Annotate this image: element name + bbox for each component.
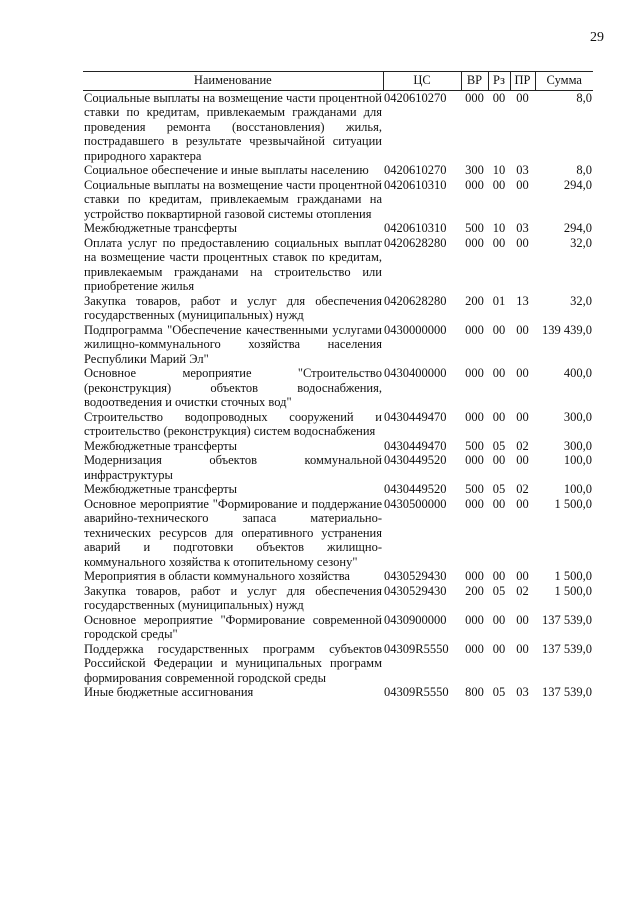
- row-vr: 500: [465, 438, 484, 453]
- table-body: [83, 90, 593, 700]
- row-rz: 10: [492, 163, 506, 177]
- row-rz: 00: [492, 366, 506, 380]
- row-rz: 00: [492, 409, 506, 424]
- row-cs: 0420610310: [384, 177, 447, 192]
- row-pr: 00: [516, 366, 529, 380]
- row-cs: 0430400000: [384, 366, 447, 380]
- row-name: Межбюджетные трансферты: [84, 438, 238, 453]
- row-rz: 05: [492, 583, 506, 598]
- row-cs: 0430449520: [384, 453, 447, 467]
- row-name: Строительство водопроводных сооружений и строительство (реконструкция) систем водоснабжения: [84, 409, 382, 438]
- row-rz: 00: [492, 322, 506, 337]
- row-rz: 00: [492, 496, 506, 511]
- row-cs: 0420610270: [384, 163, 447, 177]
- row-sum: 100,0: [563, 482, 592, 496]
- row-cs: 0430000000: [384, 322, 447, 337]
- row-vr: 500: [465, 221, 484, 235]
- row-vr: 000: [465, 366, 484, 380]
- budget-table: [83, 71, 593, 700]
- row-pr: 00: [516, 235, 529, 250]
- table-row: [83, 410, 593, 439]
- row-rz: 05: [492, 482, 506, 496]
- row-pr: 00: [516, 569, 529, 583]
- row-pr: 03: [516, 163, 529, 177]
- row-name: Основное мероприятие "Формирование современной городской среды": [84, 612, 382, 641]
- row-rz: 00: [492, 90, 506, 105]
- row-name: Социальные выплаты на возмещение части процентной ставки по кредитам, привлекаемым гражданами для проведения ремонта (восстановления) жилья, пострадавшего в результате чрезвычайной ситуации природного характера: [84, 90, 382, 163]
- row-pr: 00: [516, 177, 529, 192]
- row-vr: 000: [465, 177, 484, 192]
- header-rz: Рз: [488, 72, 510, 91]
- row-name: Иные бюджетные ассигнования: [84, 685, 254, 699]
- row-name: Межбюджетные трансферты: [84, 482, 238, 496]
- row-rz: 01: [492, 293, 506, 308]
- header-name: Наименование: [83, 72, 383, 91]
- row-cs: 0430529430: [384, 583, 447, 598]
- row-sum: 137 539,0: [542, 641, 592, 656]
- table-row: [83, 482, 593, 497]
- row-pr: 00: [516, 641, 529, 656]
- row-sum: 294,0: [563, 221, 592, 235]
- row-sum: 300,0: [563, 409, 592, 424]
- table-header: [83, 72, 593, 91]
- table-row: [83, 642, 593, 686]
- row-pr: 00: [516, 409, 529, 424]
- row-name: Поддержка государственных программ субъектов Российской Федерации и муниципальных программ формирования современной городской среды: [84, 641, 382, 685]
- row-sum: 8,0: [576, 90, 592, 105]
- row-pr: 03: [516, 221, 529, 235]
- row-sum: 1 500,0: [554, 583, 592, 598]
- row-rz: 00: [492, 453, 506, 467]
- row-cs: 0420610270: [384, 90, 447, 105]
- row-vr: 200: [465, 583, 484, 598]
- table-row: [83, 163, 593, 178]
- table-row: [83, 323, 593, 367]
- row-pr: 00: [516, 322, 529, 337]
- row-name: Закупка товаров, работ и услуг для обеспечения государственных (муниципальных) нужд: [84, 293, 382, 322]
- row-name: Подпрограмма "Обеспечение качественными услугами жилищно-коммунального хозяйства населения Республики Марий Эл": [84, 322, 382, 366]
- table-row: [83, 366, 593, 410]
- row-sum: 400,0: [563, 366, 592, 380]
- row-name: Модернизация объектов коммунальной инфраструктуры: [84, 453, 382, 482]
- row-vr: 000: [465, 569, 484, 583]
- table-row: [83, 685, 593, 700]
- row-cs: 0420628280: [384, 235, 447, 250]
- row-name: Основное мероприятие "Формирование и поддержание аварийно-технического запаса материально-технических ресурсов для оперативного устранения аварий и подготовки объектов жилищно-коммунального хозяйства к отопительному сезону": [84, 496, 382, 569]
- header-row: [83, 72, 593, 91]
- row-cs: 04309R5550: [384, 641, 449, 656]
- table-row: [83, 178, 593, 222]
- row-sum: 32,0: [570, 293, 592, 308]
- row-name: Межбюджетные трансферты: [84, 221, 238, 235]
- table-row: [83, 497, 593, 570]
- row-rz: 00: [492, 569, 506, 583]
- row-pr: 13: [516, 293, 529, 308]
- row-cs: 0430449470: [384, 438, 447, 453]
- row-name: Социальные выплаты на возмещение части процентной ставки по кредитам, привлекаемым гражданами на устройство поквартирной газовой системы отопления: [84, 177, 382, 221]
- row-name: Мероприятия в области коммунального хозяйства: [84, 569, 350, 583]
- row-cs: 0420628280: [384, 293, 447, 308]
- row-vr: 800: [465, 685, 484, 699]
- row-vr: 200: [465, 293, 484, 308]
- row-rz: 10: [492, 221, 506, 235]
- row-sum: 8,0: [576, 163, 592, 177]
- row-name: Основное мероприятие "Строительство (реконструкция) объектов водоснабжения, водоотведения и очистки сточных вод": [84, 366, 382, 409]
- row-vr: 000: [465, 641, 484, 656]
- page-number: 29: [590, 30, 604, 45]
- row-vr: 000: [465, 322, 484, 337]
- row-pr: 00: [516, 453, 529, 467]
- row-pr: 00: [516, 90, 529, 105]
- row-rz: 00: [492, 177, 506, 192]
- row-rz: 05: [492, 685, 506, 699]
- row-cs: 0420610310: [384, 221, 447, 235]
- row-pr: 02: [516, 583, 529, 598]
- header-vr: ВР: [461, 72, 488, 91]
- table-row: [83, 221, 593, 236]
- row-vr: 000: [465, 235, 484, 250]
- header-pr: ПР: [510, 72, 535, 91]
- row-pr: 03: [516, 685, 529, 699]
- row-pr: 02: [516, 438, 529, 453]
- row-rz: 00: [492, 641, 506, 656]
- row-sum: 294,0: [563, 177, 592, 192]
- table-row: [83, 236, 593, 294]
- row-vr: 000: [465, 90, 484, 105]
- row-cs: 0430449470: [384, 409, 447, 424]
- row-pr: 02: [516, 482, 529, 496]
- row-rz: 00: [492, 235, 506, 250]
- row-name: Оплата услуг по предоставлению социальных выплат на возмещение части процентных ставок по кредитам, привлекаемым гражданами на строительство или приобретение жилья: [84, 235, 382, 293]
- row-sum: 1 500,0: [554, 496, 592, 511]
- row-sum: 300,0: [563, 438, 592, 453]
- row-name: Социальное обеспечение и иные выплаты населению: [84, 163, 369, 177]
- row-cs: 0430900000: [384, 612, 447, 627]
- row-sum: 139 439,0: [542, 322, 592, 337]
- table-row: [83, 569, 593, 584]
- row-vr: 000: [465, 496, 484, 511]
- row-sum: 1 500,0: [554, 569, 592, 583]
- row-pr: 00: [516, 612, 529, 627]
- table-row: [83, 294, 593, 323]
- row-name: Закупка товаров, работ и услуг для обеспечения государственных (муниципальных) нужд: [84, 583, 382, 612]
- row-vr: 000: [465, 612, 484, 627]
- row-sum: 137 539,0: [542, 685, 592, 699]
- table-row: [83, 90, 593, 163]
- table-row: [83, 439, 593, 454]
- row-cs: 0430500000: [384, 496, 447, 511]
- table-row: [83, 453, 593, 482]
- row-vr: 300: [465, 163, 484, 177]
- header-sum: Сумма: [535, 72, 593, 91]
- row-sum: 32,0: [570, 235, 592, 250]
- table-row: [83, 584, 593, 613]
- row-cs: 04309R5550: [384, 685, 449, 699]
- table-row: [83, 613, 593, 642]
- row-rz: 00: [492, 612, 506, 627]
- row-sum: 100,0: [563, 453, 592, 467]
- header-cs: ЦС: [383, 72, 461, 91]
- row-pr: 00: [516, 496, 529, 511]
- row-rz: 05: [492, 438, 506, 453]
- row-cs: 0430529430: [384, 569, 447, 583]
- row-sum: 137 539,0: [542, 612, 592, 627]
- row-vr: 000: [465, 453, 484, 467]
- row-cs: 0430449520: [384, 482, 447, 496]
- row-vr: 000: [465, 409, 484, 424]
- row-vr: 500: [465, 482, 484, 496]
